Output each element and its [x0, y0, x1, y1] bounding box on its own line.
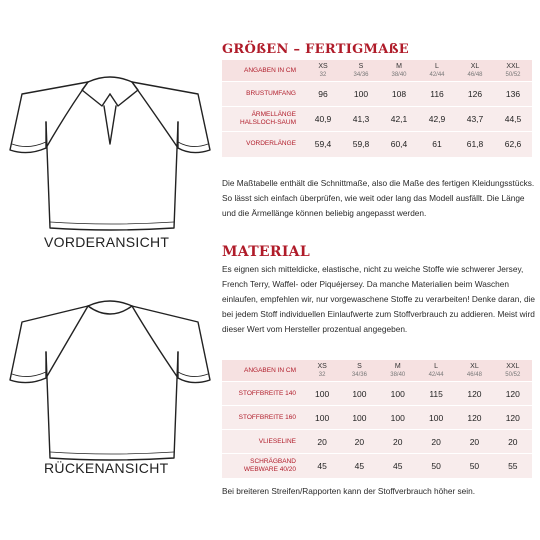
sizes-title: GRÖßEN – FERTIGMAßE	[222, 42, 409, 57]
table-cell: 61	[418, 132, 456, 157]
row-label: VORDERLÄNGE	[222, 132, 304, 157]
material-title: MATERIAL	[222, 244, 310, 260]
material-footnote-text: Bei breiteren Streifen/Rapporten kann der Stoffverbrauch höher sein.	[222, 486, 476, 496]
table-cell: 100	[342, 82, 380, 107]
size-column: XL 46/48	[467, 63, 483, 78]
material-table	[222, 360, 532, 478]
table-row	[222, 107, 532, 132]
table-cell: 20	[304, 430, 340, 454]
row-label: SCHRÄGBAND WEBWARE 40/20	[222, 454, 304, 478]
row-label: STOFFBREITE 140	[222, 382, 304, 406]
table-cell: 50	[455, 454, 493, 478]
table-row	[222, 406, 532, 430]
table-cell: 100	[340, 382, 378, 406]
material-header-label: ANGABEN IN CM	[243, 367, 296, 374]
table-row	[222, 382, 532, 406]
size-column: S 34/36	[353, 63, 369, 78]
table-cell: 20	[379, 430, 417, 454]
table-cell: 41,3	[342, 107, 380, 132]
table-cell: 20	[494, 430, 532, 454]
size-column: L 42/44	[429, 63, 445, 78]
size-column: M 38/40	[391, 63, 407, 78]
size-column: S 34/36	[351, 363, 367, 378]
front-view-drawing	[6, 52, 214, 232]
material-text-body: Es eignen sich mitteldicke, elastische, nicht zu weiche Stoffe wie schwerer Jersey, French Terry, Waffel- oder Piquéjersey. Da manche Materialien beim Waschen einlaufen, empfehlen wir, nur vorgewaschene Stoffe zu verarbeiten! Denke daran, die bei jedem Stoff individuellen Einlaufwerte zum Stoffverbrauch zu addieren. Meist wird dieser Wert vom Hersteller prozentual angegeben.	[222, 264, 536, 334]
table-cell: 100	[340, 406, 378, 430]
table-row	[222, 454, 532, 478]
table-cell: 100	[379, 406, 417, 430]
table-cell: 20	[340, 430, 378, 454]
table-cell: 108	[380, 82, 418, 107]
table-cell: 40,9	[304, 107, 342, 132]
front-view-label: VORDERANSICHT	[44, 234, 170, 250]
table-cell: 20	[417, 430, 455, 454]
table-cell: 116	[418, 82, 456, 107]
material-text	[222, 262, 536, 337]
table-cell: 100	[304, 406, 340, 430]
table-cell: 42,1	[380, 107, 418, 132]
table-cell: 120	[494, 406, 532, 430]
row-label: BRUSTUMFANG	[222, 82, 304, 107]
table-cell: 120	[455, 382, 493, 406]
row-label: ÄRMELLÄNGE HALSLOCH-SAUM	[222, 107, 304, 132]
sizes-note	[222, 176, 536, 221]
table-cell: 61,8	[456, 132, 494, 157]
size-column: XS 32	[317, 363, 327, 378]
table-cell: 59,4	[304, 132, 342, 157]
size-column: L 42/44	[428, 363, 444, 378]
technical-drawings	[0, 0, 220, 540]
table-cell: 115	[417, 382, 455, 406]
table-row	[222, 82, 532, 107]
table-cell: 20	[455, 430, 493, 454]
sizes-header-label: ANGABEN IN CM	[243, 67, 296, 74]
table-cell: 96	[304, 82, 342, 107]
size-column: M 38/40	[390, 363, 406, 378]
size-column: XXL 50/52	[505, 63, 521, 78]
table-cell: 136	[494, 82, 532, 107]
table-cell: 45	[304, 454, 340, 478]
row-label: STOFFBREITE 160	[222, 406, 304, 430]
size-column: XL 46/48	[466, 363, 482, 378]
table-cell: 100	[417, 406, 455, 430]
size-column: XS 32	[318, 63, 328, 78]
back-view-drawing	[6, 282, 214, 462]
table-cell: 59,8	[342, 132, 380, 157]
table-cell: 45	[379, 454, 417, 478]
table-cell: 126	[456, 82, 494, 107]
sizes-table	[222, 60, 532, 157]
row-label: VLIESELINE	[222, 430, 304, 454]
material-footnote	[222, 484, 536, 499]
table-cell: 44,5	[494, 107, 532, 132]
size-column: XXL 50/52	[505, 363, 521, 378]
table-row	[222, 430, 532, 454]
table-cell: 120	[455, 406, 493, 430]
table-cell: 100	[304, 382, 340, 406]
table-row	[222, 132, 532, 157]
table-cell: 60,4	[380, 132, 418, 157]
table-cell: 120	[494, 382, 532, 406]
sizes-note-text: Die Maßtabelle enthält die Schnittmaße, also die Maße des fertigen Kleidungsstücks. So lässt sich einfach überprüfen, wie weit oder lang das Modell ausfällt. Die Länge und die Ärmellänge können beliebig angepasst werden.	[222, 178, 535, 218]
info-column	[222, 0, 536, 540]
table-cell: 45	[340, 454, 378, 478]
table-cell: 43,7	[456, 107, 494, 132]
table-cell: 62,6	[494, 132, 532, 157]
table-cell: 55	[494, 454, 532, 478]
table-cell: 50	[417, 454, 455, 478]
table-cell: 42,9	[418, 107, 456, 132]
back-view-label: RÜCKENANSICHT	[44, 460, 169, 476]
table-cell: 100	[379, 382, 417, 406]
